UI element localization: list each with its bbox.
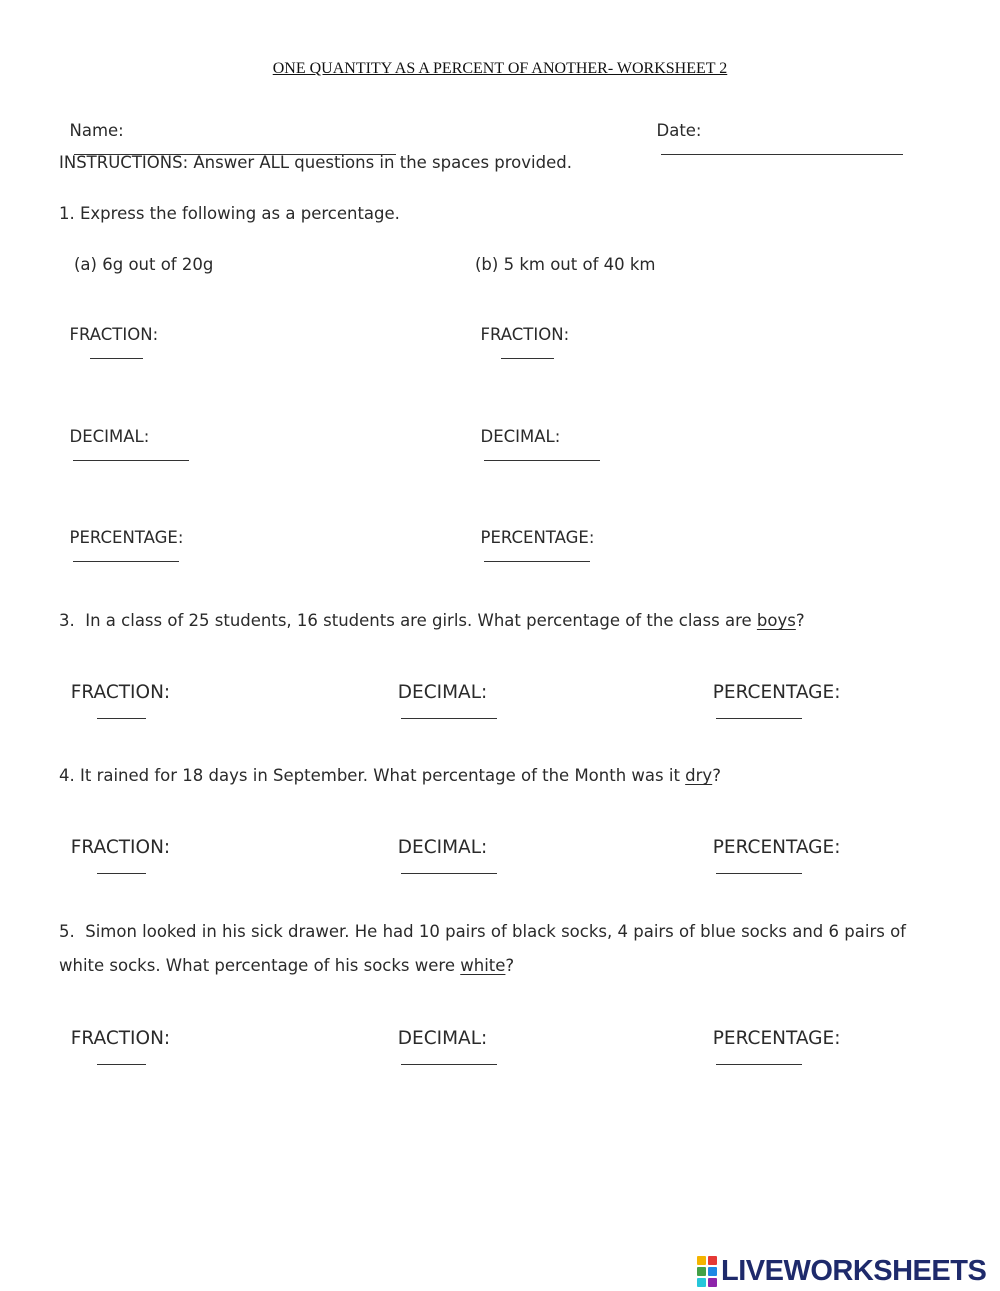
instructions: INSTRUCTIONS: Answer ALL questions in the spaces provided.	[59, 153, 572, 172]
q1a-fraction-label: FRACTION:	[69, 325, 159, 344]
q3-decimal-label: DECIMAL:	[397, 682, 488, 703]
q1a-fraction-blank[interactable]	[90, 344, 143, 359]
q1a-decimal-blank[interactable]	[73, 446, 189, 461]
q5-fraction-blank[interactable]	[97, 1050, 146, 1065]
q1b-decimal	[470, 408, 600, 465]
q5-decimal-blank[interactable]	[401, 1050, 497, 1065]
name-field	[59, 102, 396, 159]
q3-end: ?	[795, 611, 805, 630]
worksheet-title: ONE QUANTITY AS A PERCENT OF ANOTHER- WORKSHEET 2	[272, 60, 728, 77]
q4-percentage	[701, 816, 840, 879]
q5-fraction-label: FRACTION:	[70, 1028, 171, 1049]
q4-percentage-blank[interactable]	[716, 859, 802, 874]
q3-decimal	[386, 661, 497, 724]
q1a-fraction	[59, 306, 158, 363]
logo-block	[697, 1267, 706, 1276]
q3-percentage	[701, 661, 840, 724]
q1a-decimal	[59, 408, 189, 465]
q5-line1: 5. Simon looked in his sick drawer. He had 10 pairs of black socks, 4 pairs of blue socks and 6 pairs of	[59, 922, 906, 941]
q4-decimal-label: DECIMAL:	[397, 837, 488, 858]
q4-decimal-blank[interactable]	[401, 859, 497, 874]
q4-question: 4. It rained for 18 days in September. What percentage of the Month was it	[59, 766, 686, 785]
q4-decimal	[386, 816, 497, 879]
q1b-percentage	[470, 509, 594, 566]
q1b-fraction-label: FRACTION:	[480, 325, 570, 344]
q1b-decimal-blank[interactable]	[484, 446, 600, 461]
q3-decimal-blank[interactable]	[401, 704, 497, 719]
q3-percentage-label: PERCENTAGE:	[712, 682, 841, 703]
q4-fraction	[59, 816, 170, 879]
q4-fraction-blank[interactable]	[97, 859, 146, 874]
q5-percentage-blank[interactable]	[716, 1050, 802, 1065]
q4-end: ?	[712, 766, 721, 785]
q5-decimal	[386, 1007, 497, 1070]
q1b-percentage-blank[interactable]	[484, 547, 590, 562]
logo-block	[708, 1267, 717, 1276]
q5-fraction	[59, 1007, 170, 1070]
logo-block	[708, 1278, 717, 1287]
q5-percentage-label: PERCENTAGE:	[712, 1028, 841, 1049]
q3-emphasis: boys	[756, 611, 796, 630]
q5-question: white socks. What percentage of his socks were	[59, 956, 461, 975]
q3-fraction-label: FRACTION:	[70, 682, 171, 703]
q1b-fraction-blank[interactable]	[501, 344, 554, 359]
q3-question: 3. In a class of 25 students, 16 students are girls. What percentage of the class are	[59, 611, 757, 630]
q3-percentage-blank[interactable]	[716, 704, 802, 719]
q1b-percentage-label: PERCENTAGE:	[480, 528, 595, 547]
q1-prompt: 1. Express the following as a percentage.	[59, 204, 400, 223]
name-label: Name:	[69, 121, 124, 140]
q4-percentage-label: PERCENTAGE:	[712, 837, 841, 858]
q1b-fraction	[470, 306, 569, 363]
q3-fraction-blank[interactable]	[97, 704, 146, 719]
q1b-text: (b) 5 km out of 40 km	[475, 255, 656, 274]
q1a-percentage	[59, 509, 183, 566]
q5-line2	[59, 956, 514, 975]
liveworksheets-logo	[697, 1256, 986, 1286]
q4-fraction-label: FRACTION:	[70, 837, 171, 858]
q5-percentage	[701, 1007, 840, 1070]
q1a-decimal-label: DECIMAL:	[69, 427, 150, 446]
q5-end: ?	[505, 956, 515, 975]
date-field	[646, 102, 903, 159]
logo-text: LIVEWORKSHEETS	[721, 1254, 987, 1287]
liveworksheets-logo-icon	[697, 1256, 717, 1287]
q5-decimal-label: DECIMAL:	[397, 1028, 488, 1049]
q5-emphasis: white	[460, 956, 506, 975]
q3-text	[59, 611, 805, 630]
logo-block	[697, 1256, 706, 1265]
q3-fraction	[59, 661, 170, 724]
q4-text	[59, 766, 721, 785]
q1a-text: (a) 6g out of 20g	[74, 255, 214, 274]
q1b-decimal-label: DECIMAL:	[480, 427, 561, 446]
logo-block	[708, 1256, 717, 1265]
q1a-percentage-label: PERCENTAGE:	[69, 528, 184, 547]
q4-emphasis: dry	[685, 766, 713, 785]
q1a-percentage-blank[interactable]	[73, 547, 179, 562]
date-blank[interactable]	[661, 140, 903, 155]
date-label: Date:	[656, 121, 702, 140]
logo-block	[697, 1278, 706, 1287]
